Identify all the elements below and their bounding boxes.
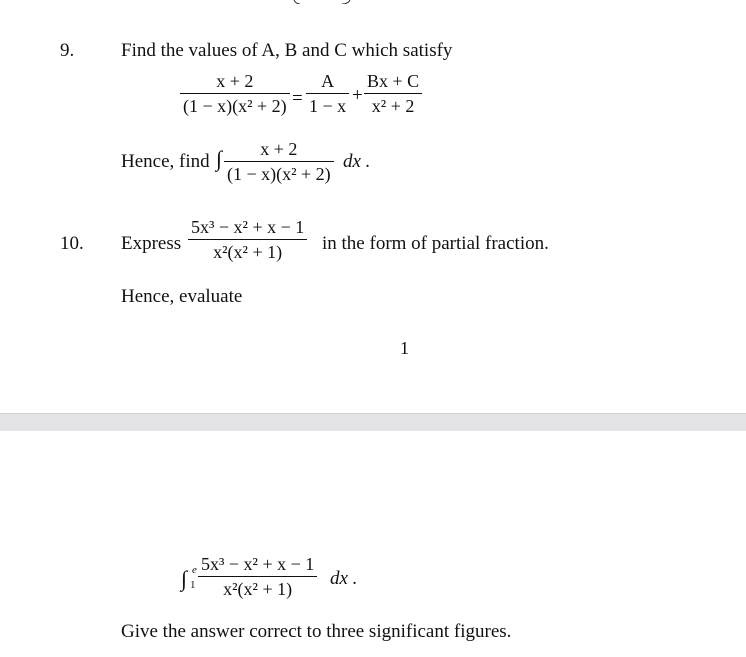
definite-integrand-denominator: x²(x² + 1) [223, 579, 293, 600]
question-number-10: 10. [60, 233, 84, 254]
dx-label: dx . [343, 151, 371, 172]
integral-upper-limit: e [192, 564, 197, 576]
equals-sign: = [292, 88, 303, 109]
integrand-numerator: x + 2 [260, 139, 298, 159]
question-number-9: 9. [60, 40, 75, 61]
fraction-bar [198, 576, 317, 577]
fraction-bar [180, 93, 290, 94]
fraction-bar [188, 239, 307, 240]
equation-lhs-fraction [180, 72, 290, 115]
cut-off-formula-fragment [292, 0, 352, 4]
hence-evaluate-label: Hence, evaluate [121, 286, 243, 307]
rhs1-numerator: A [321, 71, 335, 91]
hence-find-label: Hence, find [121, 151, 210, 172]
lhs-numerator: x + 2 [216, 71, 254, 91]
page-number: 1 [400, 338, 409, 358]
definite-integrand-numerator: 5x³ − x² + x − 1 [201, 554, 315, 574]
q10-numerator: 5x³ − x² + x − 1 [191, 217, 305, 237]
rhs2-numerator: Bx + C [367, 71, 420, 91]
definite-integral-sign: ∫ [181, 566, 188, 591]
question-9-prompt: Find the values of A, B and C which satisfy [121, 40, 453, 61]
page-separator [0, 413, 746, 433]
integrand-denominator: (1 − x)(x² + 2) [227, 164, 331, 185]
dx-label: dx . [330, 568, 358, 589]
fraction-bar [224, 161, 334, 162]
plus-sign: + [352, 85, 363, 106]
lhs-denominator: (1 − x)(x² + 2) [183, 96, 287, 117]
fraction-bar [306, 93, 349, 94]
q10-fraction [188, 218, 307, 261]
express-label: Express [121, 233, 182, 254]
q10-instruction-tail: in the form of partial fraction. [322, 233, 549, 254]
definite-integrand-fraction [198, 555, 317, 598]
q10-denominator: x²(x² + 1) [213, 242, 283, 263]
equation-rhs-fraction-2 [364, 72, 422, 115]
answer-instruction: Give the answer correct to three significant figures. [121, 621, 512, 642]
integrand-fraction [224, 140, 334, 183]
rhs2-denominator: x² + 2 [371, 96, 415, 117]
integral-sign: ∫ [216, 146, 223, 171]
fraction-bar [364, 93, 422, 94]
equation-rhs-fraction-1 [306, 72, 349, 115]
rhs1-denominator: 1 − x [309, 96, 347, 117]
integral-lower-limit: 1 [190, 579, 196, 591]
page-2 [0, 431, 746, 657]
